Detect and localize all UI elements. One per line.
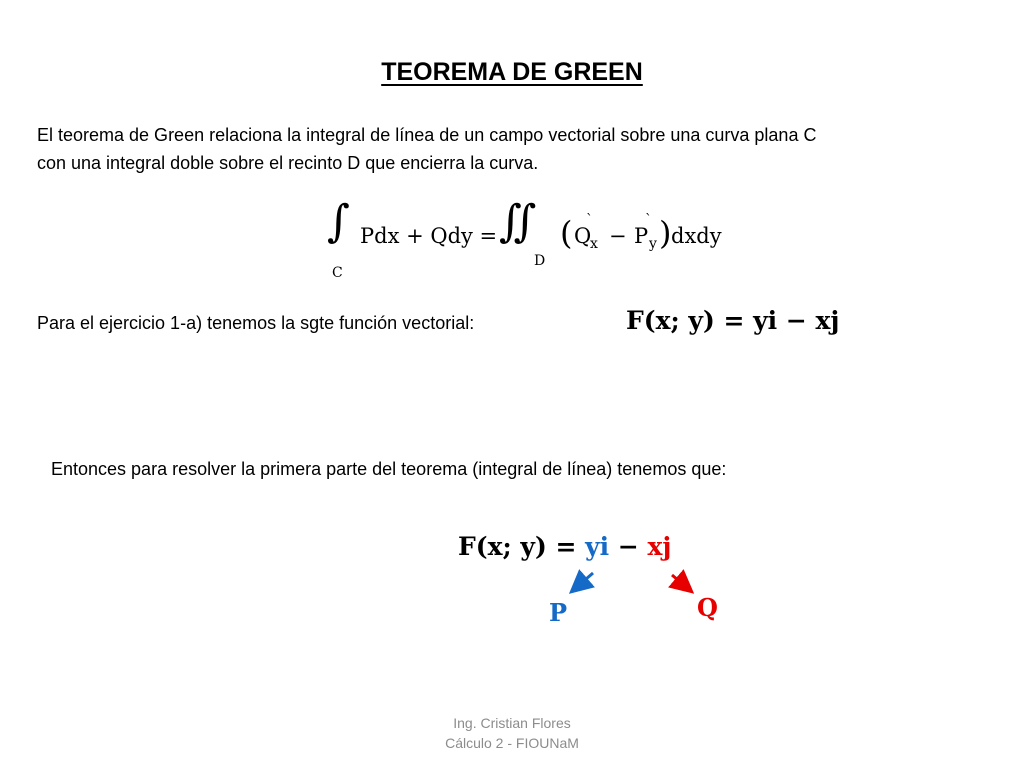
arrow-to-q (672, 575, 685, 586)
vector-field-colored (458, 532, 671, 561)
label-q: Q (697, 593, 718, 622)
vector-field-definition: F(x; y) = yi − xj (626, 306, 840, 335)
entonces-text: Entonces para resolver la primera parte del teorema (integral de línea) tenemos que: (51, 459, 727, 479)
footer-course: Cálculo 2 - FIOUNaM (445, 735, 579, 751)
label-p: P (549, 598, 568, 627)
p-prime-mark: ` (645, 212, 652, 228)
title-text: TEOREMA DE GREEN (381, 58, 643, 86)
q-term: Q (574, 224, 592, 248)
line-integral-label: C (332, 265, 343, 281)
p-term: P (634, 224, 649, 248)
green-formula (327, 196, 747, 291)
field-q-part: xj (647, 532, 672, 561)
q-prime-mark: ` (586, 212, 593, 228)
arrow-to-p (578, 573, 593, 586)
formula-lhs: Pdx + Qdy = (360, 224, 498, 248)
close-paren: ) (659, 214, 672, 252)
slide-title (0, 58, 1024, 87)
open-paren: ( (560, 214, 573, 252)
p-subscript: y (649, 236, 657, 252)
intro-line-2: con una integral doble sobre el recinto D que encierra la curva. (37, 153, 539, 173)
footer-author: Ing. Cristian Flores (453, 715, 571, 731)
q-subscript: x (590, 236, 598, 252)
field-p-part: yi (585, 532, 610, 561)
ejercicio-text: Para el ejercicio 1-a) tenemos la sgte función vectorial: (37, 313, 475, 333)
field-minus: − (609, 532, 648, 561)
double-integral-sign: ∬ (499, 196, 537, 247)
line-integral-sign: ∫ (327, 196, 350, 247)
intro-line-1: El teorema de Green relaciona la integral de línea de un campo vectorial sobre una curva plana C (37, 125, 817, 145)
formula-tail: dxdy (671, 224, 722, 248)
formula-minus: − (609, 224, 627, 248)
double-integral-label: D (534, 253, 546, 269)
field-prefix: F(x; y) = (458, 532, 586, 561)
footer (0, 713, 1024, 753)
intro-paragraph (37, 121, 997, 177)
